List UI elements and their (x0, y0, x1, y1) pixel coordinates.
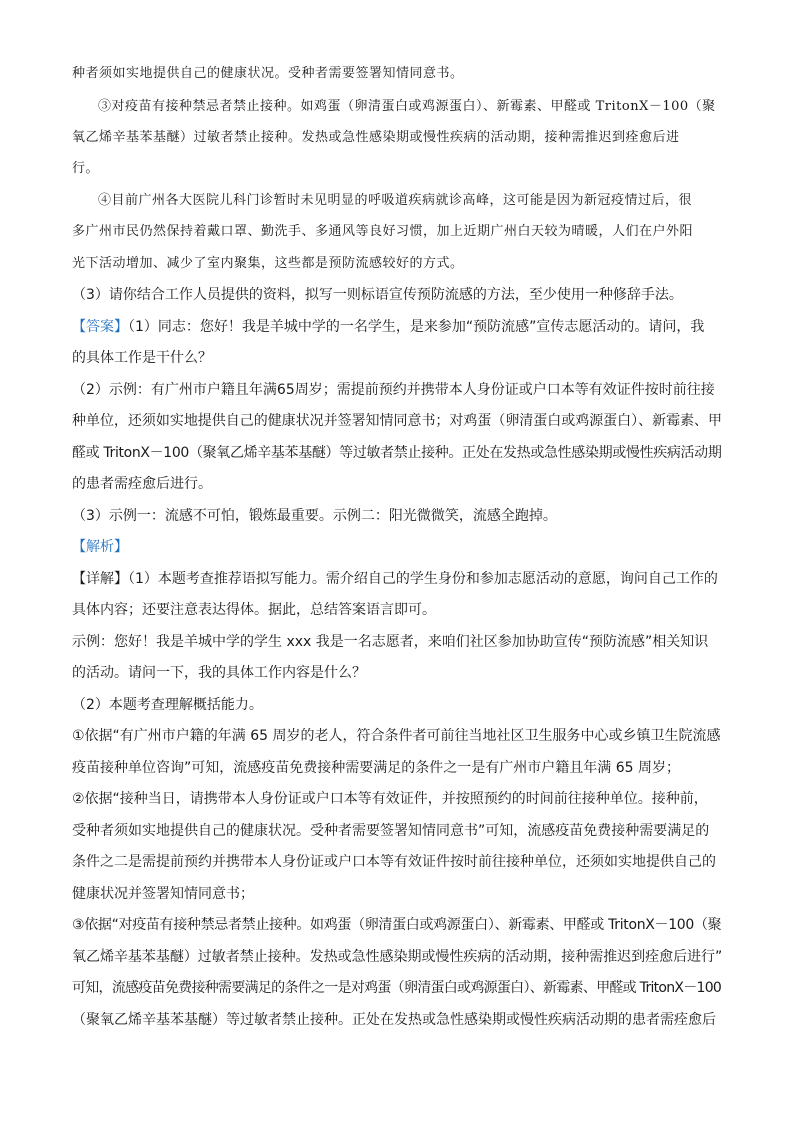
analysis-tag: 【解析】 (72, 539, 128, 555)
analysis-line: 氧乙烯辛基苯基醚）过敏者禁止接种。发热或急性感染期或慢性疾病的活动期，接种需推迟到痊愈后进行” (72, 949, 723, 965)
analysis-line: 疫苗接种单位咨询”可知，流感疫苗免费接种需要满足的条件之一是有广州市户籍且年满 65 周岁； (72, 760, 680, 776)
answer-line: 的具体工作是干什么？ (72, 350, 212, 366)
answer-tag: 【答案】 (72, 319, 128, 335)
answer-line: （2）示例：有广州市户籍且年满65周岁；需提前预约并携带本人身份证或户口本等有效证件按时前往接 (72, 382, 715, 398)
analysis-line: （聚氧乙烯辛基苯基醚）等过敏者禁止接种。正处在发热或急性感染期或慢性疾病活动期的患者需痊愈后 (72, 1012, 716, 1028)
material-line: 光下活动增加、减少了室内聚集，这些都是预防流感较好的方式。 (72, 256, 464, 271)
material-line: ③对疫苗有接种禁忌者禁止接种。如鸡蛋（卵清蛋白或鸡源蛋白）、新霉素、甲醛或 TritonX－100（聚 (98, 99, 716, 114)
answer-line: （3）示例一：流感不可怕，锻炼最重要。示例二：阳光微微笑，流感全跑掉。 (72, 508, 557, 524)
material-line: 多广州市民仍然保持着戴口罩、勤洗手、多通风等良好习惯，加上近期广州白天较为晴暖，人们在户外阳 (72, 224, 694, 239)
analysis-line: 具体内容；还要注意表达得体。据此，总结答案语言即可。 (72, 602, 436, 618)
analysis-line: 受种者须如实地提供自己的健康状况。受种者需要签署知情同意书”可知，流感疫苗免费接种需要满足的 (72, 823, 710, 839)
analysis-line: ③依据“对疫苗有接种禁忌者禁止接种。如鸡蛋（卵清蛋白或鸡源蛋白）、新霉素、甲醛或 TritonX－100（聚 (72, 917, 722, 933)
material-line: 氧乙烯辛基苯基醚）过敏者禁止接种。发热或急性感染期或慢性疾病的活动期，接种需推迟到痊愈后进 (72, 130, 680, 145)
answer-line: 种单位，还须如实地提供自己的健康状况并签署知情同意书；对鸡蛋（卵清蛋白或鸡源蛋白）、新霉素、甲 (72, 413, 722, 429)
analysis-line: ①依据“有广州市户籍的年满 65 周岁的老人，符合条件者可前往当地社区卫生服务中心或乡镇卫生院流感 (72, 728, 721, 744)
answer-text: （1）同志：您好！我是羊城中学的一名学生，是来参加“预防流感”宣传志愿活动的。请问，我 (128, 319, 705, 335)
analysis-line: ②依据“接种当日，请携带本人身份证或户口本等有效证件，并按照预约的时间前往接种单位。接种前， (72, 791, 708, 807)
question-3: （3）请你结合工作人员提供的资料，拟写一则标语宣传预防流感的方法，至少使用一种修辞手法。 (72, 287, 683, 303)
material-line: 行。 (72, 161, 100, 176)
material-line: ④目前广州各大医院儿科门诊暂时未见明显的呼吸道疾病就诊高峰，这可能是因为新冠疫情过后，很 (98, 193, 693, 208)
material-line: 种者须如实地提供自己的健康状况。受种者需要签署知情同意书。 (72, 66, 464, 81)
analysis-line: 的活动。请问一下，我的具体工作内容是什么？ (72, 665, 366, 681)
analysis-text: （1）本题考查推荐语拟写能力。需介绍自己的学生身份和参加志愿活动的意愿，询问自己工作的 (128, 571, 718, 587)
detail-tag: 【详解】 (72, 571, 128, 587)
analysis-line: （2）本题考查理解概括能力。 (72, 697, 263, 713)
answer-line: 醛或 TritonX－100（聚氧乙烯辛基苯基醚）等过敏者禁止接种。正处在发热或急性感染期或慢性疾病活动期 (72, 445, 722, 461)
analysis-line: 健康状况并签署知情同意书； (72, 886, 254, 902)
answer-line: 的患者需痊愈后进行。 (72, 476, 212, 492)
analysis-line: 条件之二是需提前预约并携带本人身份证或户口本等有效证件按时前往接种单位，还须如实地提供自己的 (72, 854, 716, 870)
analysis-line: 可知，流感疫苗免费接种需要满足的条件之一是对鸡蛋（卵清蛋白或鸡源蛋白）、新霉素、甲醛或 TritonX－100 (72, 980, 722, 996)
answer-line-1 (72, 317, 704, 337)
analysis-line-1 (72, 569, 718, 589)
analysis-line: 示例：您好！我是羊城中学的学生 xxx 我是一名志愿者，来咱们社区参加协助宣传“预防流感”相关知识 (72, 634, 709, 650)
